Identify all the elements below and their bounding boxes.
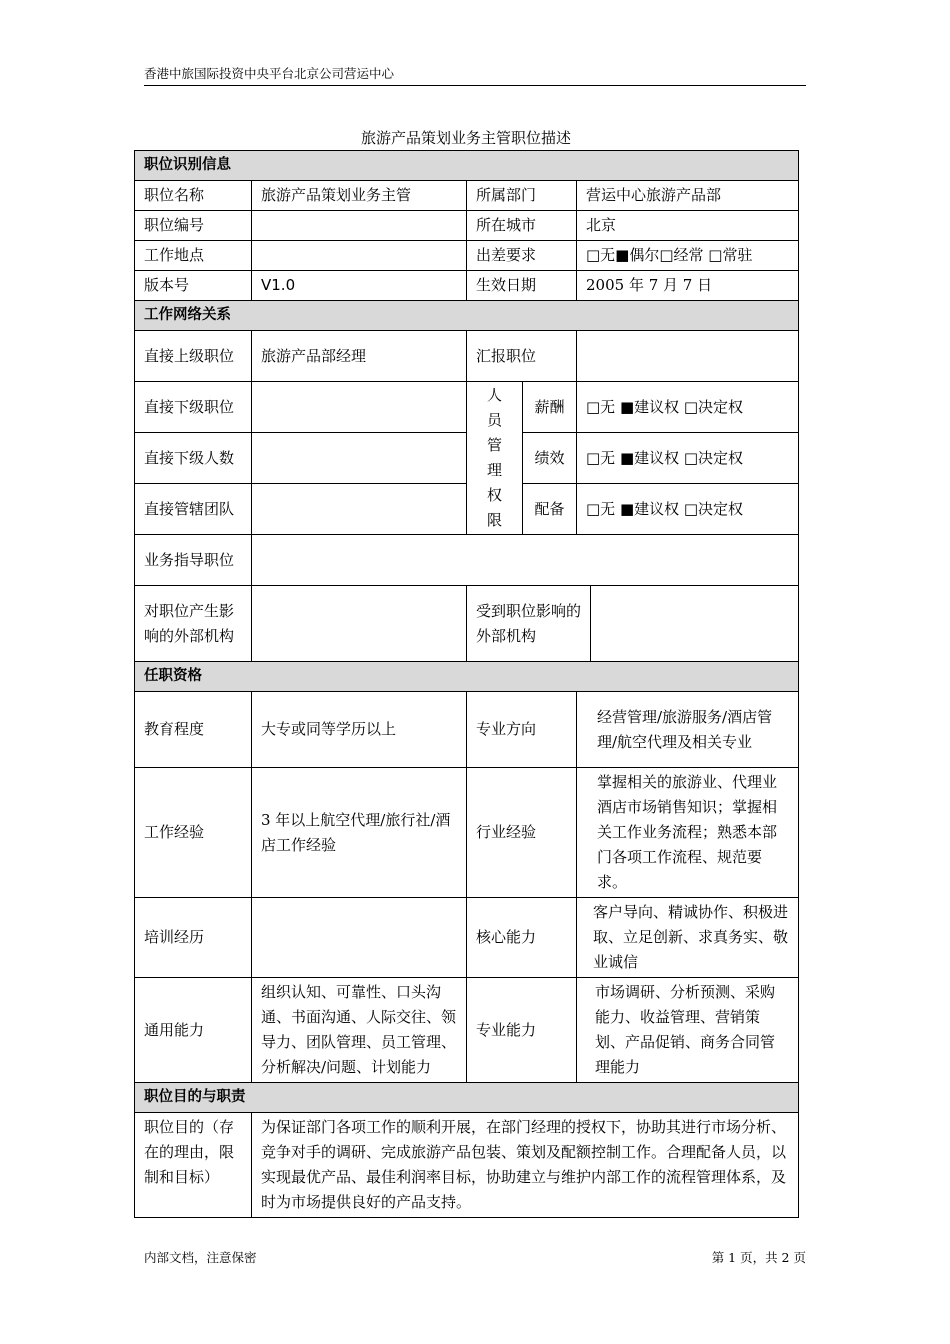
value-direct-superior: 旅游产品部经理 [252,331,467,382]
label-version: 版本号 [135,271,252,301]
value-city: 北京 [577,211,799,241]
authority-item: 薪酬 [523,382,577,433]
label-report-position: 汇报职位 [467,331,577,382]
label-managed-team: 直接管辖团队 [135,484,252,535]
document-title: 旅游产品策划业务主管职位描述 [360,129,571,147]
value-department: 营运中心旅游产品部 [577,181,799,211]
value-core-competency: 客户导向、精诚协作、积极进取、立足创新、求真务实、敬业诚信 [577,898,799,978]
label-education: 教育程度 [135,692,252,768]
label-personnel-authority: 人员管理权限 [467,382,523,535]
value-position-purpose: 为保证部门各项工作的顺利开展，在部门经理的授权下，协助其进行市场分析、竞争对手的调研、完成旅游产品包装、策划及配额控制工作。合理配备人员，以实现最优产品、最佳利润率目标，协助建立与维护内部工作的流程管理体系，及时为市场提供良好的产品支持。 [252,1113,799,1218]
authority-value: □无 ■建议权 □决定权 [577,382,799,433]
label-influenced-orgs: 受到职位影响的外部机构 [467,586,591,662]
label-position-code: 职位编号 [135,211,252,241]
authority-value: □无 ■建议权 □决定权 [577,433,799,484]
label-city: 所在城市 [467,211,577,241]
label-work-location: 工作地点 [135,241,252,271]
footer-confidential: 内部文档，注意保密 [144,1250,257,1265]
value-work-location [252,241,467,271]
value-effective-date: 2005 年 7 月 7 日 [577,271,799,301]
label-industry-experience: 行业经验 [467,768,577,898]
value-direct-subordinate [252,382,467,433]
value-education: 大专或同等学历以上 [252,692,467,768]
value-report-position [577,331,799,382]
authority-item: 绩效 [523,433,577,484]
job-description-table [134,150,799,1218]
authority-item: 配备 [523,484,577,535]
label-subordinate-count: 直接下级人数 [135,433,252,484]
label-effective-date: 生效日期 [467,271,577,301]
authority-value: □无 ■建议权 □决定权 [577,484,799,535]
label-travel: 出差要求 [467,241,577,271]
value-subordinate-count [252,433,467,484]
value-influenced-orgs [591,586,799,662]
section-heading-identification: 职位识别信息 [135,151,799,181]
value-influencing-orgs [252,586,467,662]
value-managed-team [252,484,467,535]
label-training: 培训经历 [135,898,252,978]
value-business-guidance [252,535,799,586]
label-position-purpose: 职位目的（存在的理由，限制和目标） [135,1113,252,1218]
section-heading-network: 工作网络关系 [135,301,799,331]
label-position-name: 职位名称 [135,181,252,211]
label-work-experience: 工作经验 [135,768,252,898]
label-core-competency: 核心能力 [467,898,577,978]
label-major: 专业方向 [467,692,577,768]
label-influencing-orgs: 对职位产生影响的外部机构 [135,586,252,662]
value-position-code [252,211,467,241]
value-version: V1.0 [252,271,467,301]
label-direct-subordinate: 直接下级职位 [135,382,252,433]
value-travel: □无■偶尔□经常 □常驻 [577,241,799,271]
value-industry-experience: 掌握相关的旅游业、代理业酒店市场销售知识；掌握相关工作业务流程；熟悉本部门各项工作流程、规范要求。 [577,768,799,898]
label-direct-superior: 直接上级职位 [135,331,252,382]
value-training [252,898,467,978]
section-heading-purpose: 职位目的与职责 [135,1083,799,1113]
page-header: 香港中旅国际投资中央平台北京公司营运中心 [144,64,806,86]
value-work-experience: 3 年以上航空代理/旅行社/酒店工作经验 [252,768,467,898]
label-general-competency: 通用能力 [135,978,252,1083]
label-business-guidance: 业务指导职位 [135,535,252,586]
value-general-competency: 组织认知、可靠性、口头沟通、书面沟通、人际交往、领导力、团队管理、员工管理、分析解决/问题、计划能力 [252,978,467,1083]
section-heading-qualifications: 任职资格 [135,662,799,692]
label-department: 所属部门 [467,181,577,211]
value-major: 经营管理/旅游服务/酒店管理/航空代理及相关专业 [577,692,799,768]
value-professional-competency: 市场调研、分析预测、采购能力、收益管理、营销策划、产品促销、商务合同管理能力 [577,978,799,1083]
footer-page-number: 第 1 页，共 2 页 [711,1250,806,1265]
label-professional-competency: 专业能力 [467,978,577,1083]
value-position-name: 旅游产品策划业务主管 [252,181,467,211]
